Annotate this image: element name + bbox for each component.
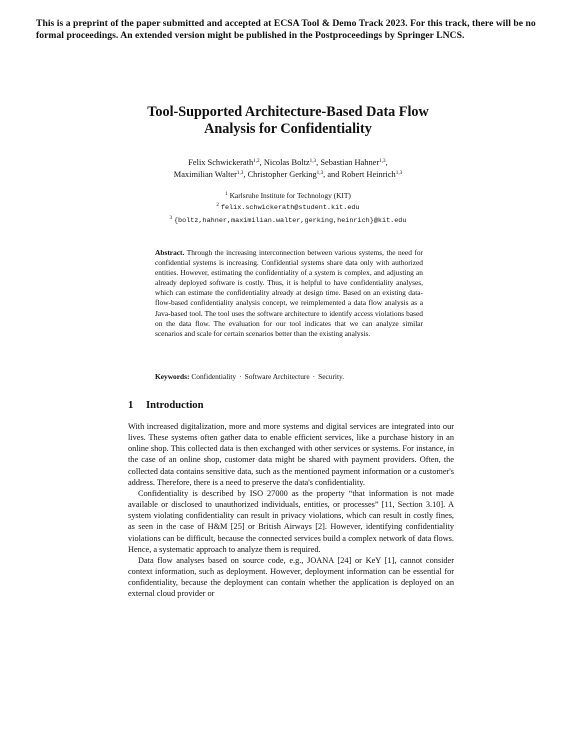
- title-line-1: Tool-Supported Architecture-Based Data Flow: [147, 104, 429, 120]
- abstract-label: Abstract.: [155, 248, 185, 257]
- paragraph: Data flow analyses based on source code, e.g., JOANA [24] or KeY [1], cannot consider context information, such as deployment. However, deployment information can be essential for confidentiality, because the deployment can contain whether the application is deployed on an external cloud provider or: [128, 555, 454, 599]
- section-title: Introduction: [146, 400, 204, 411]
- affiliation-email: $^2$ felix.schwickerath@student.kit.edu: [216, 202, 360, 212]
- keywords: [155, 372, 423, 382]
- paragraph: With increased digitalization, more and more systems and digital services are integrated into our lives. These systems often gather data to enable efficient services, like a purchase history in an online shop. This collected data is then exchanged with other services or systems. For instance, in the case of an online shop, customer data might be shared with payment providers. Often, the collected data contains sensitive data, such as the mentioned payment information or a customer's address. Therefore, there is a need to preserve the data's confidentiality.: [128, 422, 454, 487]
- abstract: [155, 248, 423, 339]
- body-text: [128, 421, 454, 600]
- affiliation-email: $^3$ {boltz,hahner,maximilian.walter,gerking,heinrich}@kit.edu: [169, 215, 407, 225]
- keyword: Software Architecture: [244, 372, 310, 381]
- keyword: Security.: [318, 372, 345, 381]
- affiliation: $^1$ Karlsruhe Institute for Technology (KIT): [225, 191, 351, 200]
- keyword-separator: ·: [312, 372, 316, 381]
- author: Maximilian Walter$^{1,3}$,: [173, 170, 248, 179]
- keywords-label: Keywords:: [155, 372, 190, 381]
- affiliation-list: [120, 190, 456, 227]
- title-line-2: Analysis for Confidentiality: [204, 120, 372, 137]
- preprint-notice: This is a preprint of the paper submitted and accepted at ECSA Tool & Demo Track 2023. For this track, there will be no formal proceedings. An extended version might be published in the Postproceedings by Springer LNCS.: [36, 18, 536, 42]
- section-heading: [128, 400, 448, 411]
- author: Robert Heinrich$^{1,3}$: [341, 170, 403, 179]
- author-list: [120, 157, 456, 181]
- author: Felix Schwickerath$^{1,2}$,: [188, 158, 264, 167]
- keyword-separator: ·: [239, 372, 242, 381]
- abstract-text: Through the increasing interconnection between various systems, the need for confidential systems is increasing. Confidential systems share data only with authorized entities. However, estimating the confidentiality of a system is complex, and adjusting an already deployed software is costly. Thus, it is helpful to have confidentiality analyses, which can estimate the confidentiality already at design time. Based on an existing data-flow-based confidentiality analysis concept, we reimplemented a data flow analysis as a Java-based tool. The tool uses the software architecture to identify access violations based on the data flow. The evaluation for our tool indicates that we can analyze similar scenarios and scale for certain scenarios better than the existing analysis.: [155, 248, 423, 338]
- paper-title: [100, 104, 476, 137]
- author: Nicolas Boltz$^{1,3}$,: [263, 158, 321, 167]
- author: Sebastian Hahner$^{1,3}$,: [320, 158, 388, 167]
- paragraph: Confidentiality is described by ISO 27000 as the property “that information is not made available or disclosed to unauthorized individuals, entities, or processes” [11, Section 3.10]. A system violating confidentiality can result in privacy violations, which can result in costly fines, as seen in the case of H&M [25] or British Airways [2]. However, identifying confidentiality violations can be difficult, because the connected services build a complex network of data flows. Hence, a systematic approach to analyze them is required.: [128, 488, 454, 554]
- section-number: 1: [128, 400, 134, 411]
- keyword: Confidentiality: [191, 372, 237, 381]
- author: Christopher Gerking$^{1,3}$, and: [247, 170, 342, 179]
